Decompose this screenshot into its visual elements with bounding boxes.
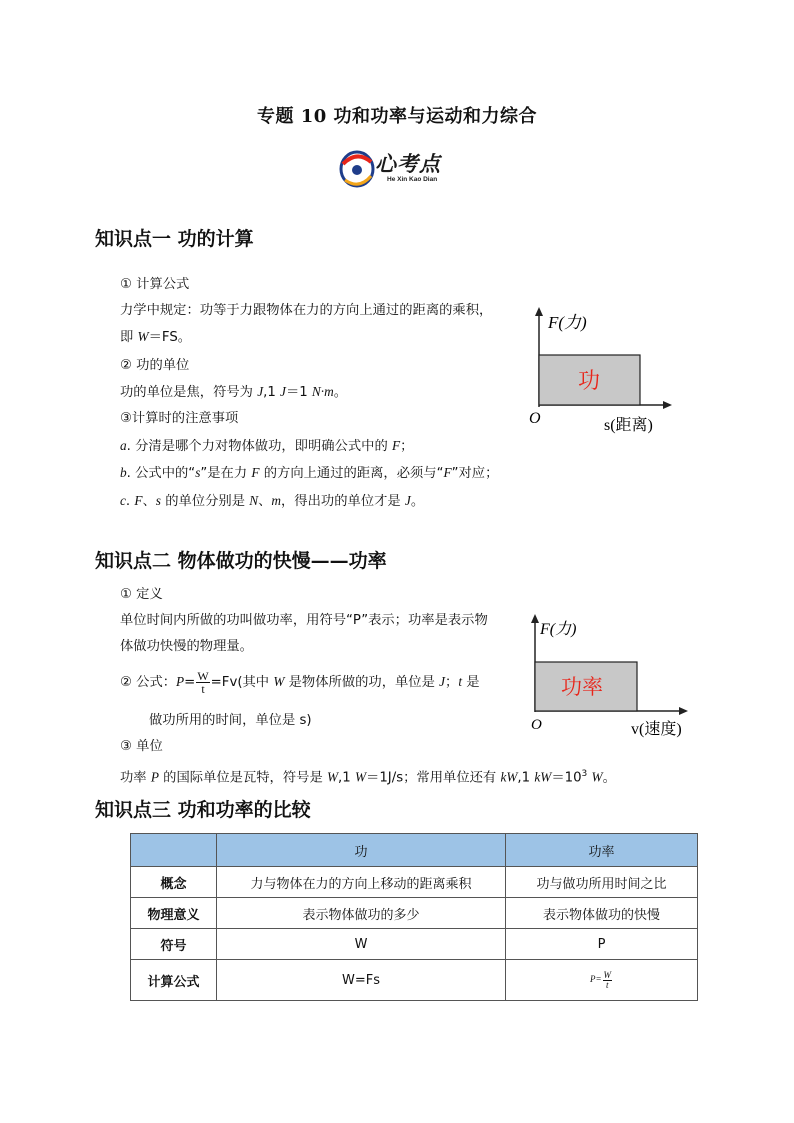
table-header-power: 功率 [506,834,698,867]
section2-line5: 功率 P 的国际单位是瓦特，符号是 W,1 W＝1J/s；常用单位还有 kW,1 $kW=10^3$ W。 [120,769,616,786]
table-row-head: 符号 [131,929,217,960]
section2-item3: ③ 单位 [120,739,163,754]
work-graph-origin: O [529,410,541,427]
table-row-head: 计算公式 [131,960,217,1001]
table-cell-power: 表示物体做功的快慢 [506,898,698,929]
table-header-corner [131,834,217,867]
page-title: 专题 10 功和功率与运动和力综合 [256,106,538,127]
power-graph [518,612,698,740]
work-graph-x-arrow-icon [663,401,672,409]
table-header-work: 功 [217,834,506,867]
power-graph-y-label: F(力) [540,621,577,638]
table-header-row [131,834,698,867]
work-area-label: 功 [577,369,601,394]
section1-item1: ① 计算公式 [120,277,190,292]
logo-emblem-icon [337,146,377,192]
section1-line1: 力学中规定：功等于力跟物体在力的方向上通过的距离的乘积， [120,303,493,318]
table-cell-work: 力与物体在力的方向上移动的距离乘积 [217,867,506,898]
section1-note-a: a. 分清是哪个力对物体做功，即明确公式中的 F； [120,438,414,454]
work-graph-y-arrow-icon [535,307,543,316]
table-row [131,960,698,1001]
table-row-head: 物理意义 [131,898,217,929]
power-fraction: $\frac{W}{t}$ [197,668,209,696]
section1-line3: 功的单位是焦，符号为 J,1 J＝1 N·m。 [120,384,348,400]
section1-note-b: b. 公式中的“s”是在力 F 的方向上通过的距离，必须与“F”对应； [120,465,499,481]
table-row [131,929,698,960]
work-graph-x-label: s(距离) [604,417,653,434]
table-cell-power: 功与做功所用时间之比 [506,867,698,898]
table-cell-power: P [506,929,698,960]
power-graph-origin: O [531,717,542,733]
power-graph-x-arrow-icon [679,707,688,715]
work-graph [520,305,680,437]
section2-line2: 体做功快慢的物理量。 [120,639,253,654]
table-cell-work: 表示物体做功的多少 [217,898,506,929]
logo-text: 心考点 [375,151,441,176]
section1-heading: 知识点一 功的计算 [95,228,254,250]
section3-heading: 知识点三 功和功率的比较 [95,799,311,821]
section1-line2: 即 W＝FS。 [120,329,192,345]
power-graph-y-arrow-icon [531,614,539,623]
table-cell-work: W [217,929,506,960]
logo [337,146,457,192]
power-area-label: 功率 [561,675,603,699]
section1-item2: ② 功的单位 [120,358,190,373]
logo-subtext: He Xin Kao Dian [387,176,438,183]
table-row [131,898,698,929]
section2-heading: 知识点二 物体做功的快慢——功率 [95,550,387,572]
table-cell-power-formula: P= $\frac{W}{t}$ [506,960,698,1001]
table-cell-work: W=Fs [217,960,506,1001]
section2-formula-line: ② 公式：P= $\frac{W}{t}$ =Fv(其中 W 是物体所做的功，单位是 J；t 是 [120,668,480,696]
section1-item3: ③计算时的注意事项 [120,411,239,426]
section1-note-c: c. F、s 的单位分别是 N、m，得出功的单位才是 J。 [120,493,425,509]
power-graph-x-label: v(速度) [631,721,682,738]
section2-line4: 做功所用的时间，单位是 s) [149,713,312,728]
table-row-head: 概念 [131,867,217,898]
comparison-table [130,833,698,1001]
work-graph-y-label: F(力) [548,313,587,332]
section2-item1: ① 定义 [120,587,163,602]
section2-line1: 单位时间内所做的功叫做功率，用符号“P”表示；功率是表示物 [120,613,488,628]
table-row [131,867,698,898]
